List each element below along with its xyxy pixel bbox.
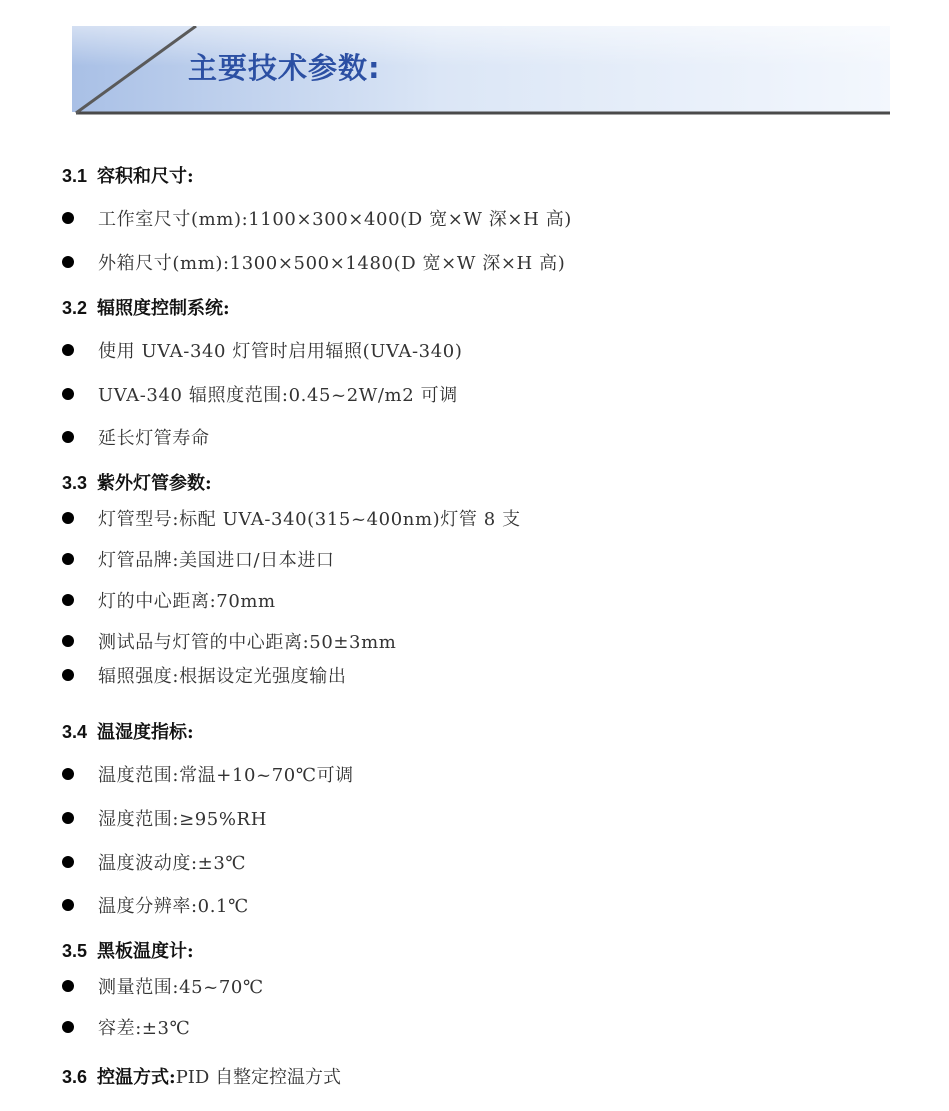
- section-number: 3.5: [62, 941, 88, 961]
- section-heading-3-5: [62, 939, 194, 964]
- section-number: 3.4: [62, 722, 88, 742]
- list-item: [62, 1017, 190, 1041]
- list-item-text: 延长灯管寿命: [98, 428, 210, 449]
- bullet-icon: [62, 512, 74, 524]
- section-heading-3-6: [62, 1065, 341, 1090]
- list-item-text: 温度范围:常温+10~70℃可调: [98, 765, 354, 786]
- list-item: [62, 549, 335, 573]
- section-title: 黑板温度计:: [97, 941, 194, 962]
- section-title: 辐照度控制系统:: [97, 298, 230, 319]
- header-banner: [72, 26, 890, 116]
- bullet-icon: [62, 256, 74, 268]
- bullet-icon: [62, 635, 74, 647]
- list-item-text: 外箱尺寸(mm):1300×500×1480(D 宽×W 深×H 高): [98, 253, 566, 274]
- list-item-text: 灯的中心距离:70mm: [98, 591, 276, 612]
- list-item-text: 使用 UVA-340 灯管时启用辐照(UVA-340): [98, 341, 463, 362]
- section-title: 控温方式:: [97, 1067, 176, 1088]
- bullet-icon: [62, 431, 74, 443]
- bullet-icon: [62, 344, 74, 356]
- list-item: [62, 895, 249, 919]
- section-title: 温湿度指标:: [97, 722, 194, 743]
- bullet-icon: [62, 388, 74, 400]
- section-title: 紫外灯管参数:: [97, 473, 212, 494]
- section-number: 3.6: [62, 1067, 88, 1087]
- list-item: [62, 852, 246, 876]
- list-item-text: 工作室尺寸(mm):1100×300×400(D 宽×W 深×H 高): [98, 209, 572, 230]
- section-heading-3-4: [62, 720, 194, 745]
- list-item: [62, 508, 521, 532]
- list-item-text: 灯管品牌:美国进口/日本进口: [98, 550, 335, 571]
- section-number: 3.3: [62, 473, 88, 493]
- list-item: [62, 384, 458, 408]
- list-item: [62, 665, 346, 689]
- bullet-icon: [62, 899, 74, 911]
- page-title: 主要技术参数:: [188, 51, 381, 85]
- section-heading-3-2: [62, 296, 230, 321]
- bullet-icon: [62, 768, 74, 780]
- bullet-icon: [62, 553, 74, 565]
- list-item-text: 辐照强度:根据设定光强度输出: [98, 666, 347, 687]
- list-item: [62, 252, 565, 276]
- list-item-text: 测量范围:45~70℃: [98, 977, 264, 998]
- section-title: 容积和尺寸:: [97, 166, 194, 187]
- bullet-icon: [62, 594, 74, 606]
- list-item: [62, 590, 276, 614]
- bullet-icon: [62, 812, 74, 824]
- list-item-text: 容差:±3℃: [98, 1018, 191, 1039]
- list-item-text: 湿度范围:≥95%RH: [98, 809, 268, 830]
- list-item-text: 测试品与灯管的中心距离:50±3mm: [98, 632, 397, 653]
- list-item: [62, 976, 264, 1000]
- section-heading-3-1: [62, 164, 194, 189]
- list-item-text: 温度波动度:±3℃: [98, 853, 247, 874]
- bullet-icon: [62, 212, 74, 224]
- list-item: [62, 764, 354, 788]
- section-heading-3-3: [62, 471, 212, 496]
- list-item: [62, 208, 572, 232]
- bullet-icon: [62, 980, 74, 992]
- bullet-icon: [62, 669, 74, 681]
- section-value: PID 自整定控温方式: [175, 1067, 342, 1088]
- list-item: [62, 427, 210, 451]
- section-number: 3.2: [62, 298, 88, 318]
- list-item: [62, 631, 396, 655]
- list-item: [62, 808, 267, 832]
- list-item: [62, 340, 462, 364]
- list-item-text: 温度分辨率:0.1℃: [98, 896, 249, 917]
- bullet-icon: [62, 1021, 74, 1033]
- bullet-icon: [62, 856, 74, 868]
- list-item-text: UVA-340 辐照度范围:0.45~2W/m2 可调: [98, 385, 458, 406]
- list-item-text: 灯管型号:标配 UVA-340(315~400nm)灯管 8 支: [98, 509, 521, 530]
- section-number: 3.1: [62, 166, 88, 186]
